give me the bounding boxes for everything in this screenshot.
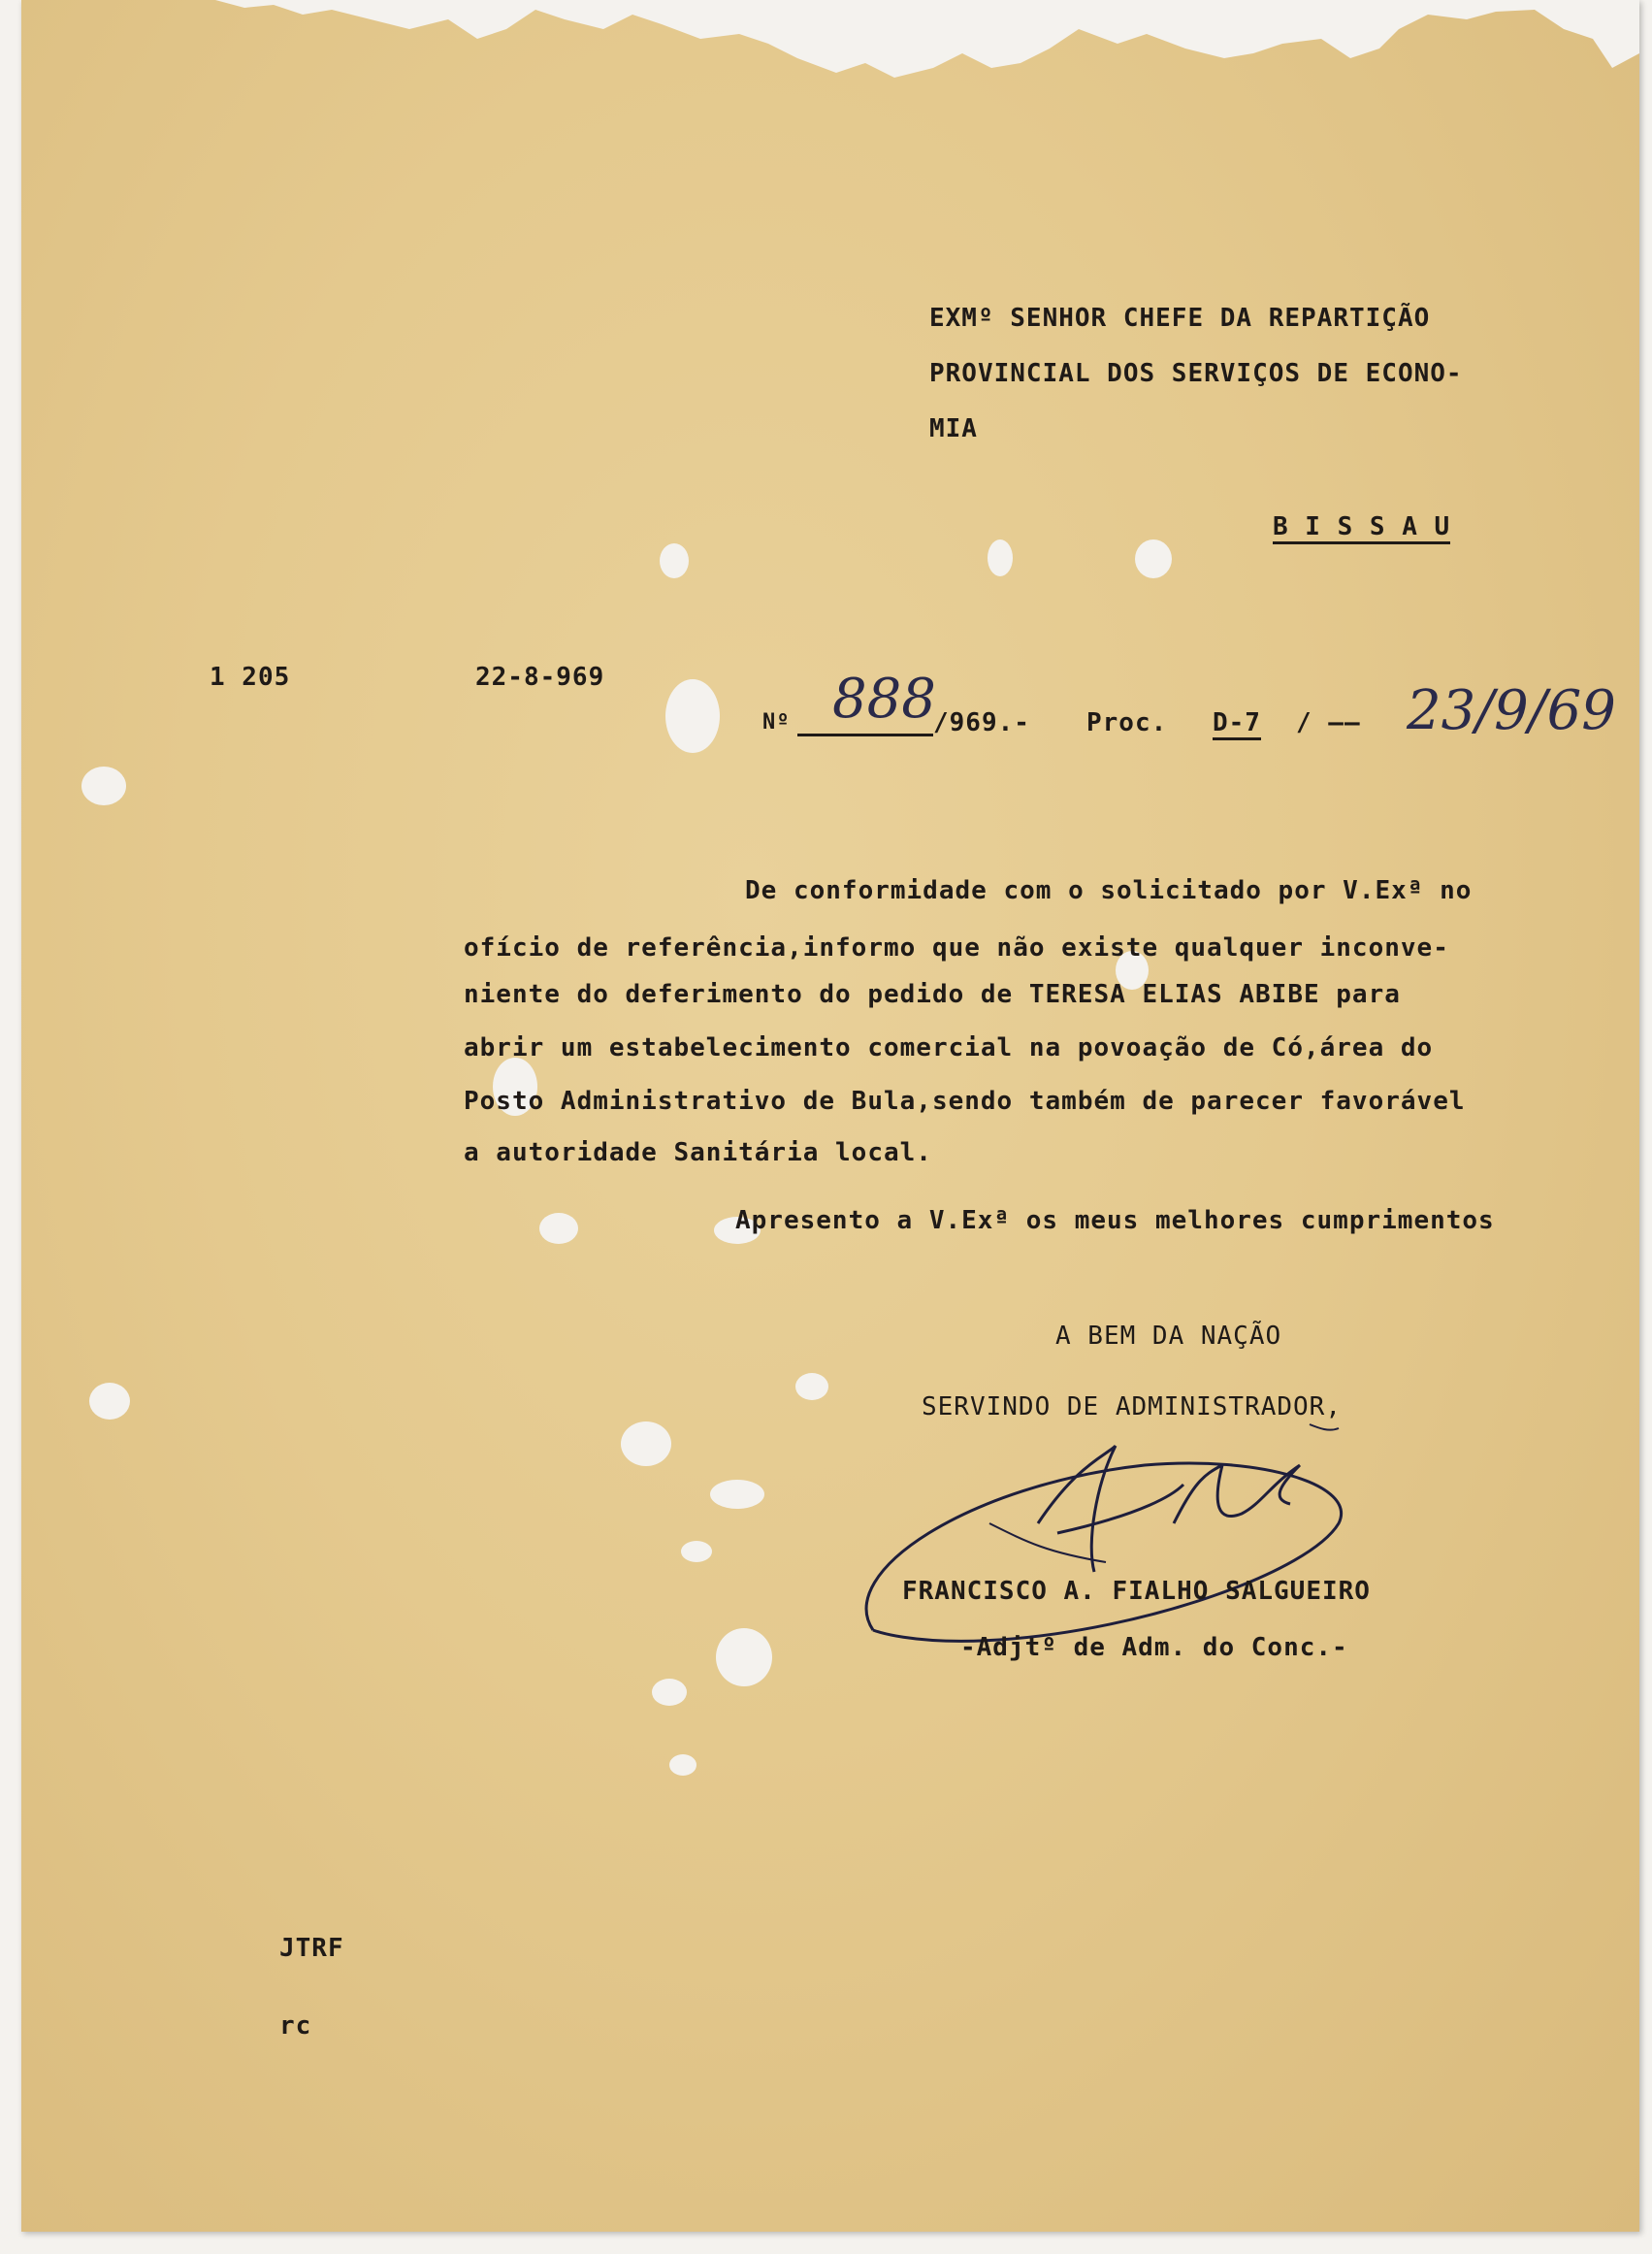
body-line-4: abrir um estabelecimento comercial na povoação de Có,área do <box>464 1033 1434 1062</box>
reference-code: 1 205 <box>210 663 291 692</box>
paper-hole <box>660 543 689 578</box>
number-label: Nº <box>762 710 791 735</box>
torn-top-edge <box>21 0 1639 107</box>
addressee-line-1: EXMº SENHOR CHEFE DA REPARTIÇÃO <box>929 304 1431 333</box>
closing-line-1: A BEM DA NAÇÃO <box>1055 1322 1282 1351</box>
proc-label: Proc. <box>1086 708 1168 737</box>
paper-hole <box>652 1679 687 1706</box>
paper-hole <box>1135 539 1172 578</box>
body-line-1: De conformidade com o solicitado por V.Exª no <box>745 876 1473 905</box>
paper-hole <box>988 539 1013 576</box>
number-underline <box>797 734 933 736</box>
footer-initials-2: rc <box>279 2011 312 2041</box>
body-line-3: niente do deferimento do pedido de TERESA ELIAS ABIBE para <box>464 980 1401 1009</box>
paper-hole <box>81 767 126 805</box>
paper-hole <box>710 1480 764 1509</box>
document-paper <box>21 0 1639 2232</box>
paper-hole <box>621 1421 671 1466</box>
proc-separator: / —— <box>1296 708 1361 737</box>
paper-hole <box>681 1541 712 1562</box>
number-year: /969.- <box>933 708 1030 737</box>
paper-hole <box>539 1213 578 1244</box>
body-line-5: Posto Administrativo de Bula,sendo também de parecer favorável <box>464 1087 1466 1116</box>
body-line-7: Apresento a V.Exª os meus melhores cumprimentos <box>735 1206 1495 1235</box>
addressee-line-2: PROVINCIAL DOS SERVIÇOS DE ECONO- <box>929 359 1463 388</box>
addressee-city: B I S S A U <box>1273 512 1450 544</box>
proc-value: D-7 <box>1213 708 1261 740</box>
body-line-6: a autoridade Sanitária local. <box>464 1138 932 1167</box>
number-value: 888 <box>832 668 936 731</box>
handwritten-date: 23/9/69 <box>1407 679 1616 742</box>
closing-line-2: SERVINDO DE ADMINISTRADOR, <box>922 1392 1342 1421</box>
paper-hole <box>716 1628 772 1686</box>
signature-scrawl <box>854 1320 1397 1669</box>
signatory-title: -Adjtº de Adm. do Conc.- <box>960 1633 1348 1662</box>
signatory-name: FRANCISCO A. FIALHO SALGUEIRO <box>902 1577 1371 1606</box>
paper-hole <box>89 1383 130 1420</box>
footer-initials-1: JTRF <box>279 1934 344 1963</box>
paper-hole <box>665 679 720 753</box>
body-line-2: ofício de referência,informo que não existe qualquer inconve- <box>464 933 1449 963</box>
reference-date: 22-8-969 <box>475 663 605 692</box>
addressee-line-3: MIA <box>929 414 978 443</box>
paper-hole <box>795 1373 828 1400</box>
paper-hole <box>669 1754 696 1776</box>
